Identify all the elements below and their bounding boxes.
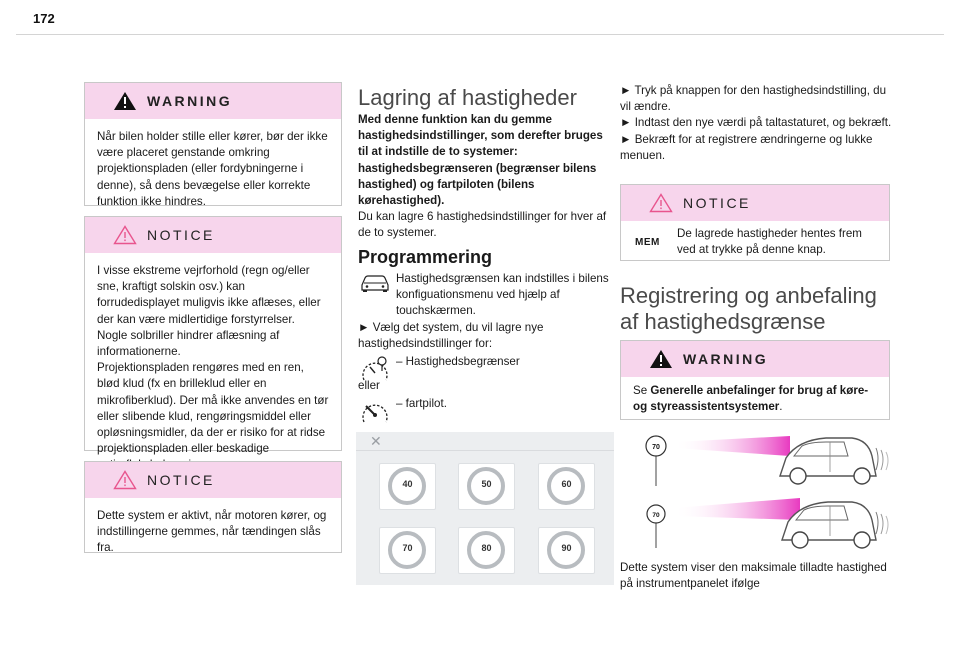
speed-label: 40 — [402, 479, 413, 489]
recognition-paragraph: Dette system viser den maksimale tilladte hastighed på instrumentpanelet ifølge — [620, 561, 887, 591]
speed-sign-label: 70 — [652, 444, 660, 451]
close-icon[interactable]: ✕ — [370, 433, 382, 449]
speed-button-70[interactable] — [379, 527, 436, 574]
speed-button-40[interactable] — [379, 463, 436, 510]
warning-text: Når bilen holder stille eller kører, bør der ikke være placeret genstande omkring projektionspladen (eller fordybningerne i denne), så dens bevægelse eller korrekte funktion ikke hindres. — [97, 130, 328, 208]
speed-label: 50 — [481, 479, 492, 489]
speed-memory-screen — [356, 432, 614, 585]
speed-sign-label: 70 — [652, 512, 660, 519]
speed-button-80[interactable] — [458, 527, 515, 574]
car-settings-icon — [358, 271, 392, 293]
notice-body — [85, 498, 341, 567]
header-rule — [16, 34, 944, 35]
warning-triangle-icon — [649, 349, 673, 369]
config-line — [358, 271, 616, 320]
programming-text — [358, 271, 616, 426]
notice-title: NOTICE — [147, 227, 215, 243]
intro-plain: Du kan lagre 6 hastighedsindstillinger for hver af de to systemer. — [358, 210, 607, 240]
step-confirm: ► Bekræft for at registrere ændringerne og lukke menuen. — [620, 132, 873, 162]
option-limiter-text: – Hastighedsbegrænser — [396, 355, 520, 369]
intro-text — [358, 112, 616, 242]
notice-header — [621, 185, 889, 221]
warning-title: WARNING — [147, 93, 233, 109]
warning-header — [621, 341, 889, 377]
sub-heading-programming: Programmering — [358, 247, 493, 267]
notice-title: NOTICE — [683, 195, 751, 211]
warning-triangle-icon — [113, 91, 137, 111]
notice-triangle-icon — [113, 470, 137, 490]
step-press-button: ► Tryk på knappen for den hastighedsindstilling, du vil ændre. — [620, 84, 887, 114]
notice-text-3: Projektionspladen rengøres med en ren, blød klud (fx en brilleklud eller en mikrofiberklud). Der må ikke anvendes en tør eller slibende klud, rengøringsmiddel eller opløsningsmidler, da der er risiko for at ridse projektionspladen eller beskadige — [97, 361, 329, 456]
step-enter-value: ► Indtast den nye værdi på taltastaturet, og bekræft. — [620, 116, 892, 130]
warning-title: WARNING — [683, 351, 769, 367]
speed-sign-detection-illustration — [630, 426, 890, 496]
warning-header — [85, 83, 341, 119]
speed-label: 60 — [561, 479, 572, 489]
warning-body — [621, 377, 889, 425]
recognition-text — [620, 560, 888, 592]
option-cruise-text: – fartpilot. — [396, 397, 447, 411]
speed-button-50[interactable] — [458, 463, 515, 510]
warning-body — [85, 119, 341, 220]
notice-text: Dette system er aktivt, når motoren kører, og indstillingerne gemmes, når tændingen slås fra. — [97, 509, 327, 555]
speed-sign-detection-illustration-2 — [630, 496, 890, 556]
warning-box-projection — [84, 82, 342, 206]
screen-top-bar — [356, 432, 614, 451]
speed-label: 80 — [481, 543, 492, 553]
section-heading-storage: Lagring af hastigheder — [358, 85, 577, 110]
notice-box-weather — [84, 216, 342, 456]
warning-box-assist — [620, 340, 890, 420]
speed-button-90[interactable] — [538, 527, 595, 574]
select-system-text: ► Vælg det system, du vil lagre nye hastighedsindstillinger for: — [358, 320, 544, 350]
steps-text — [620, 83, 892, 164]
section-heading-recognition: Registrering og anbefaling af hastighedsgrænse — [620, 283, 877, 334]
option-cruise — [358, 396, 616, 426]
warning-reference-link: Generelle anbefalinger for brug af køre- og styreassistentsystemer — [633, 384, 869, 414]
cruise-control-icon — [358, 396, 392, 426]
speed-label: 70 — [402, 543, 413, 553]
intro-bold: Med denne funktion kan du gemme hastighedsindstillinger, som derefter bruges til at indstille de to systemer: hastighedsbegrænseren (begrænser bilens hastighed) og fartpiloten (bilens kørehastighed). — [358, 113, 603, 208]
notice-box-mem — [620, 184, 890, 261]
speed-label: 90 — [561, 543, 572, 553]
notice-box-active — [84, 461, 342, 553]
warning-text-pre: Se — [633, 384, 651, 397]
page-number: 172 — [33, 11, 55, 26]
speed-button-60[interactable] — [538, 463, 595, 510]
notice-triangle-icon — [649, 193, 673, 213]
config-text: Hastighedsgrænsen kan indstilles i bilens konfiguationsmenu ved hjælp af touchskærmen. — [396, 272, 609, 318]
notice-header — [85, 462, 341, 498]
warning-text-post: . — [779, 400, 783, 414]
warning-text — [633, 383, 877, 415]
notice-title: NOTICE — [147, 472, 215, 488]
notice-text-2: Nogle solbriller hindrer aflæsning af informationerne. — [97, 328, 280, 359]
notice-body — [621, 221, 889, 268]
or-text: eller — [358, 379, 380, 393]
notice-text: De lagrede hastigheder hentes frem ved at trykke på denne knap. — [677, 227, 862, 257]
notice-text-1: I visse ekstreme vejrforhold (regn og/eller sne, kraftigt solskin osv.) kan forrudedisplayet muligvis ikke aflæses, eller der kan være midlertidige forstyrrelser. — [97, 264, 321, 326]
notice-header — [85, 217, 341, 253]
notice-triangle-icon — [113, 225, 137, 245]
mem-button-icon: MEM — [635, 237, 660, 248]
notice-body — [85, 253, 341, 484]
